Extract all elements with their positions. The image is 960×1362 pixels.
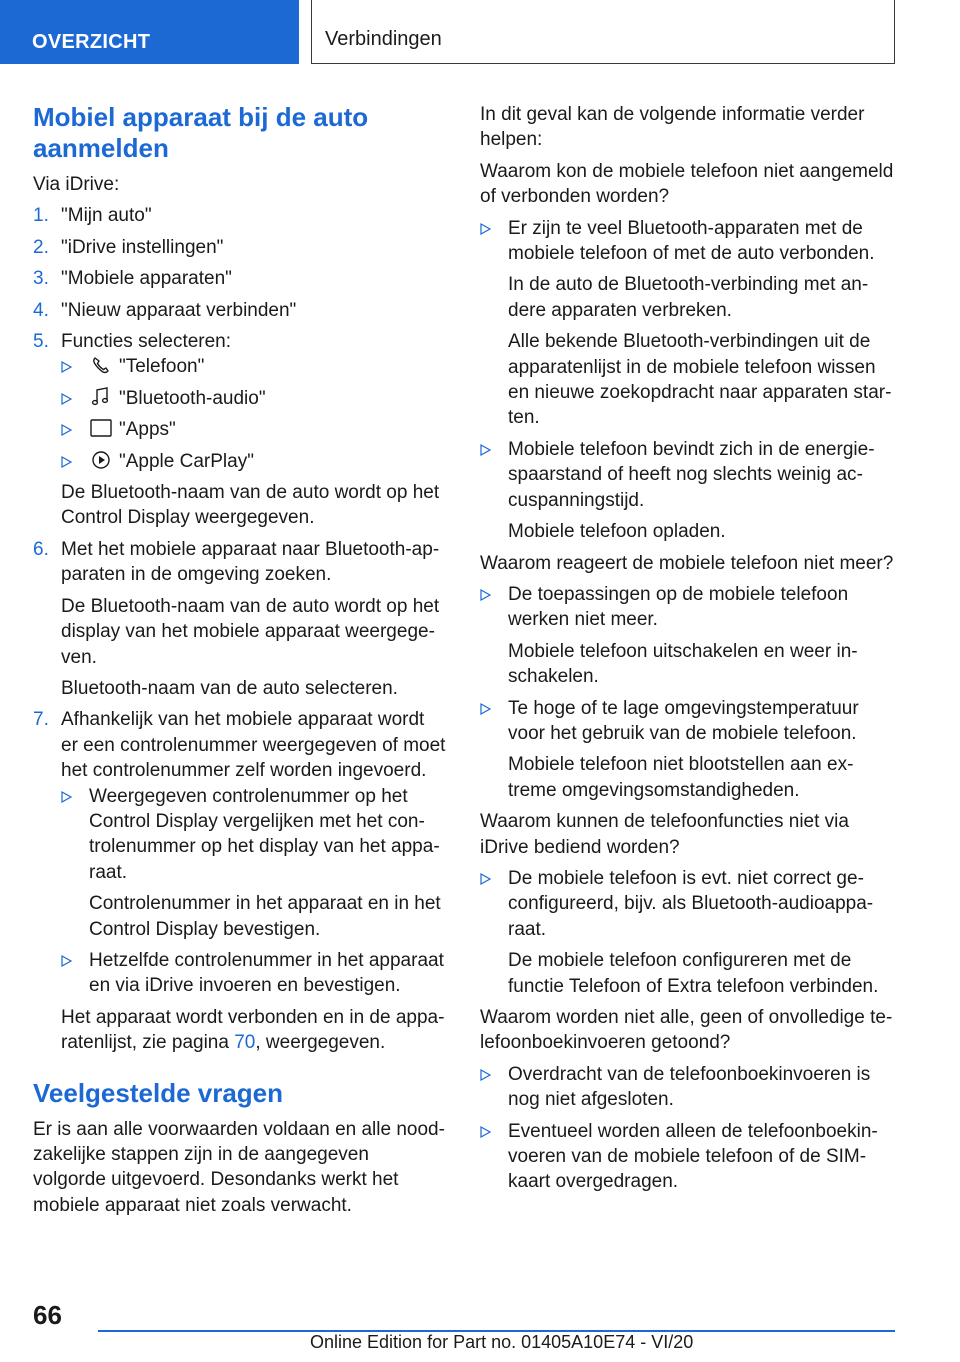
option-apps (61, 417, 446, 442)
triangle-bullet-icon (61, 424, 72, 436)
answer-item (480, 216, 895, 431)
chapter-title: Verbindingen (325, 28, 442, 50)
music-note-icon (89, 387, 113, 407)
step-5-note: De Bluetooth-naam van de auto wordt op het Control Display weergegeven. (61, 482, 440, 529)
triangle-bullet-icon (61, 361, 72, 373)
triangle-bullet-icon (480, 1069, 491, 1081)
right-intro: In dit geval kan de volgende informatie verder helpen: (480, 104, 865, 151)
step-text: Met het mobiele apparaat naar Bluetooth-apparaten in de omgeving zoeken. (61, 538, 440, 586)
section-tab: OVERZICHT (0, 0, 299, 64)
question-2: Waarom reageert de mobiele telefoon niet meer? (480, 552, 894, 574)
option-label: "Apps" (119, 419, 176, 441)
answer-note: In de auto de Bluetooth-verbinding met andere apparaten verbreken. (508, 274, 869, 321)
step-number: 1. (33, 205, 49, 227)
footer-edition: Online Edition for Part no. 01405A10E74 - VI/20 (310, 1332, 694, 1352)
step-7 (33, 707, 446, 1055)
step-number: 4. (33, 299, 49, 321)
step-4 (33, 298, 446, 323)
step-text: Afhankelijk van het mobiele apparaat wordt er een controlenummer weergegeven of moet het controlenummer zelf worden ingevoerd. (61, 709, 446, 782)
answer-text: Overdracht van de telefoonboekinvoeren is nog niet afgesloten. (508, 1063, 871, 1111)
bullet-note: Controlenummer in het apparaat en in het Control Display bevestigen. (89, 893, 441, 940)
answer-text: Eventueel worden alleen de telefoonboekinvoeren van de mobiele telefoon of de SIM-kaart overgedragen. (508, 1120, 878, 1193)
answer-text: De toepassingen op de mobiele telefoon werken niet meer. (508, 583, 849, 631)
triangle-bullet-icon (61, 955, 72, 967)
step-number: 2. (33, 236, 49, 258)
phone-icon (89, 355, 113, 375)
apps-icon (89, 418, 113, 438)
option-telefoon (61, 354, 446, 379)
option-carplay (61, 449, 446, 474)
triangle-bullet-icon (480, 223, 491, 235)
step-3 (33, 266, 446, 291)
step-7-note (61, 1005, 446, 1056)
page-link[interactable]: 70 (234, 1032, 256, 1054)
answer-note: Mobiele telefoon niet blootstellen aan extreme omgevingsomstandigheden. (508, 754, 854, 801)
triangle-bullet-icon (61, 456, 72, 468)
answer-text: Te hoge of te lage omgevingstemperatuur voor het gebruik van de mobiele telefoon. (508, 697, 859, 744)
triangle-bullet-icon (480, 703, 491, 715)
note-text: , weergegeven. (255, 1032, 386, 1054)
step-2 (33, 235, 446, 260)
heading-register-device: Mobiel apparaat bij de auto aanmelden (33, 102, 369, 163)
answer-item (480, 1119, 895, 1195)
triangle-bullet-icon (61, 393, 72, 405)
option-label: "Telefoon" (119, 356, 205, 378)
step-number: 6. (33, 538, 49, 560)
triangle-bullet-icon (480, 1126, 491, 1138)
triangle-bullet-icon (480, 444, 491, 456)
question-4: Waarom worden niet alle, geen of onvolledige telefoonboekinvoeren getoond? (480, 1007, 893, 1054)
step-number: 5. (33, 331, 49, 353)
step-text: Functies selecteren: (61, 331, 232, 353)
option-bluetooth-audio (61, 386, 446, 411)
step-text: "Mobiele apparaten" (61, 268, 232, 290)
step-5 (33, 329, 446, 531)
answer-item (480, 1062, 895, 1113)
triangle-bullet-icon (480, 589, 491, 601)
step-number: 7. (33, 709, 49, 731)
intro-text: Via iDrive: (33, 174, 120, 195)
faq-intro: Er is aan alle voorwaarden voldaan en alle noodzakelijke stappen zijn in de aangegeven volgorde uitgevoerd. Desondanks werkt het mobiele apparaat niet zoals verwacht. (33, 1118, 445, 1216)
triangle-bullet-icon (480, 873, 491, 885)
answer-note: De mobiele telefoon configureren met de functie Telefoon of Extra telefoon verbinden. (508, 950, 879, 997)
step-7-bullet-2 (61, 948, 446, 999)
bullet-text: Weergegeven controlenummer op het Control Display vergelijken met het controlenummer op het display van het apparaat. (89, 785, 440, 883)
step-6-note-2: Bluetooth-naam van de auto selecteren. (61, 677, 398, 699)
right-column (480, 102, 895, 1201)
answer-text: Mobiele telefoon bevindt zich in de energiespaarstand of heeft nog slechts weinig accuspanningstijd. (508, 438, 875, 511)
answer-item (480, 696, 895, 804)
left-column (33, 102, 446, 1224)
answer-note: Alle bekende Bluetooth-verbindingen uit de apparatenlijst in de mobiele telefoon wissen en nieuwe zoekopdracht naar apparaten starten. (508, 331, 892, 429)
step-1 (33, 203, 446, 228)
answer-note: Mobiele telefoon uitschakelen en weer inschakelen. (508, 640, 858, 688)
option-label: "Bluetooth-audio" (119, 387, 266, 409)
step-text: "Nieuw apparaat verbinden" (61, 299, 297, 321)
step-6-note-1: De Bluetooth-naam van de auto wordt op het display van het mobiele apparaat weergegeven. (61, 595, 440, 668)
option-label: "Apple CarPlay" (119, 450, 254, 472)
triangle-bullet-icon (61, 791, 72, 803)
answer-item (480, 437, 895, 545)
step-6 (33, 537, 446, 701)
note-text: Het apparaat wordt verbonden en in de apparatenlijst, zie pagina (61, 1006, 445, 1054)
carplay-icon (89, 450, 113, 470)
question-1: Waarom kon de mobiele telefoon niet aangemeld of verbonden worden? (480, 160, 894, 208)
question-3: Waarom kunnen de telefoonfuncties niet via iDrive bediend worden? (480, 811, 849, 858)
step-number: 3. (33, 268, 49, 290)
answer-text: De mobiele telefoon is evt. niet correct geconfigureerd, bijv. als Bluetooth-audioapparaat. (508, 867, 874, 940)
answer-item (480, 866, 895, 999)
step-7-bullet-1 (61, 784, 446, 942)
step-text: "Mijn auto" (61, 205, 152, 227)
page-number: 66 (33, 1300, 62, 1330)
answer-text: Er zijn te veel Bluetooth-apparaten met de mobiele telefoon of met de auto verbonden. (508, 217, 875, 265)
answer-item (480, 582, 895, 690)
step-text: "iDrive instellingen" (61, 236, 224, 258)
answer-note: Mobiele telefoon opladen. (508, 521, 726, 543)
heading-faq: Veelgestelde vragen (33, 1077, 284, 1108)
bullet-text: Hetzelfde controlenummer in het apparaat en via iDrive invoeren en bevestigen. (89, 949, 444, 997)
